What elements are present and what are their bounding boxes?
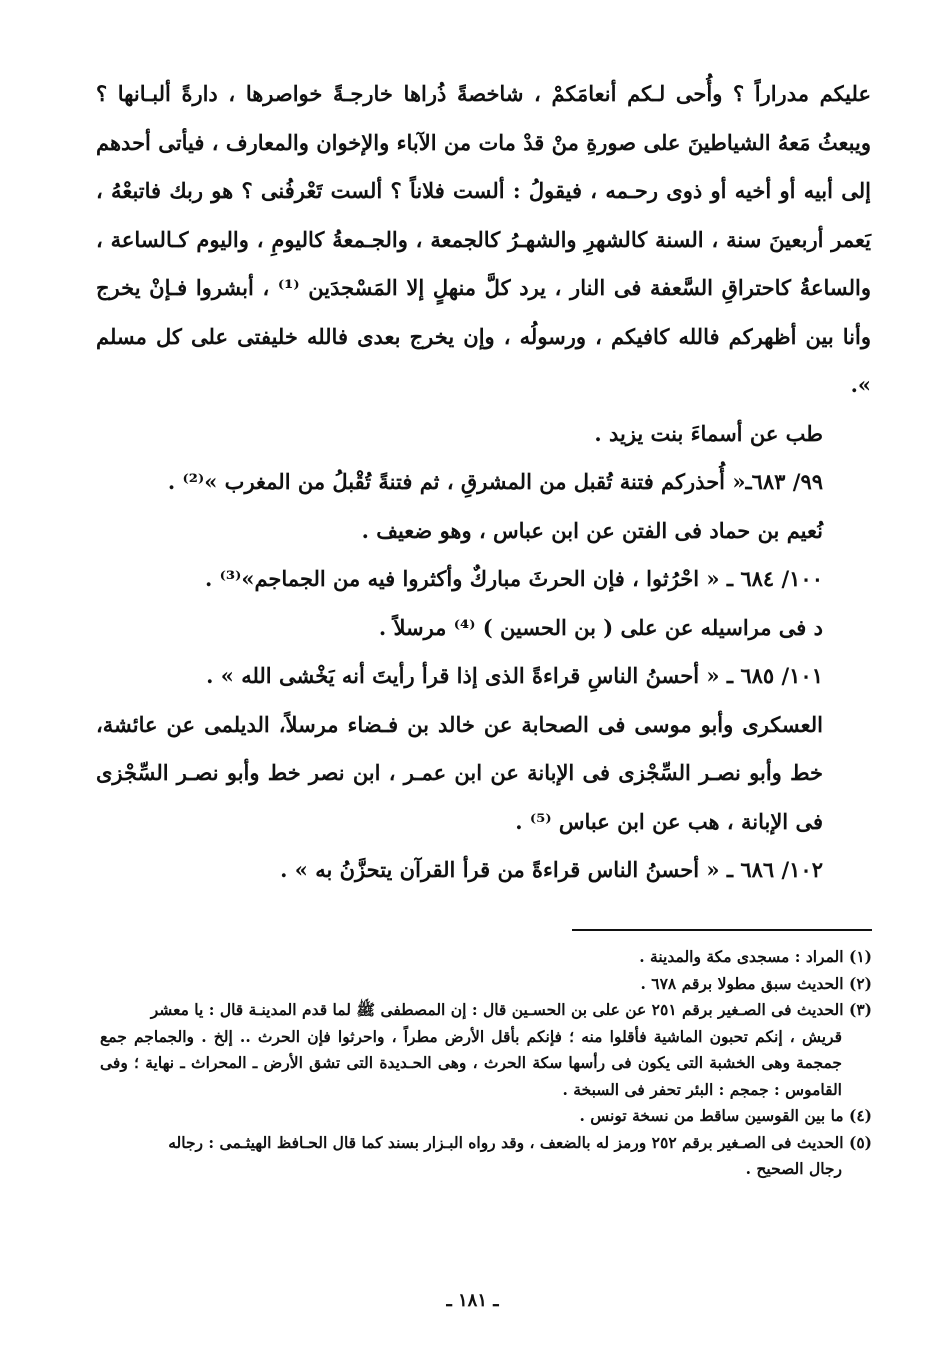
footnote-divider [572, 929, 872, 931]
hadith-101: ١٠١/ ٦٨٥ ـ « أحسنُ الناسِ قراءةً الذى إذا قرأ رأيتَ أنه يَخْشى الله » . [206, 663, 823, 688]
footnote-5-continued: رجال الصحيح . [745, 1159, 842, 1178]
footnote-4: (٤) ما بين القوسين ساقط من نسخة تونس . [579, 1106, 872, 1125]
source-line: نُعيم بن حماد فى الفتن عن ابن عباس ، وهو ضعيف . [361, 517, 823, 543]
footnote-2: (٢) الحديث سبق مطولا برقم ٦٧٨ . [640, 973, 872, 993]
source-paragraph: العسكرى وأبو موسى فى الصحابة عن خالد بن فـضاء مرسلاً، الديلمى عن عائشة، خط وأبو نصـر السِّجْزى فى الإبانة عن ابن عمـر ، ابن نصر خط وأبو نصـر السِّجْزى فى الإبانة ، هب عن ابن عباس ⁽⁵⁾ . [96, 711, 823, 834]
footnote-3: (٣) الحديث فى الصـغير برقم ٢٥١ عن على بن الحسـين قال : إن المصطفى ﷺ لما قدم المدينـة قال : يا معشر [150, 1000, 872, 1019]
source-line: طب عن أسماءَ بنت يزيد . [594, 420, 823, 446]
hadith-99: ٩٩/ ٦٨٣ـ« أُحذركم فتنة تُقبل من المشرقِ ، ثم فتنةً تُقْبلُ من المغرب »⁽²⁾ . [167, 469, 823, 494]
hadith-100: ١٠٠/ ٦٨٤ ـ « احْرُثوا ، فإن الحرثَ مباركٌ وأكثروا فيه من الجماجم»⁽³⁾ . [204, 566, 823, 591]
main-text-block [96, 70, 871, 895]
source-line: د فى مراسيله عن على ( بن الحسين ) ⁽⁴⁾ مرسلاً . [378, 614, 823, 640]
hadith-102: ١٠٢/ ٦٨٦ ـ « أحسنُ الناس قراءةً من قرأ القرآن يتحزَّنُ به » . [280, 857, 823, 882]
footnote-1: (١) المراد : مسجدى مكة والمدينة . [639, 947, 872, 966]
footnote-5: (٥) الحديث فى الصـغير برقم ٢٥٢ ورمز له بالضعف ، وقد رواه البـزار بسند كما قال الحـافظ الهيثـمى : رجاله [168, 1132, 872, 1152]
footnotes-block [100, 944, 872, 1183]
page-number: ـ ١٨١ ـ [446, 1290, 499, 1311]
hadith-text-paragraph: عليكم مدراراً ؟ وأُحى لـكم أنعامَكمْ ، شاخصةً ذُراها خارجـةً خواصرها ، دارةً ألبـانها ؟ ويبعثُ مَعهُ الشياطينَ على صورةِ منْ قدْ مات من الآباء والإخوان والمعارف ، فيأتى أحدهم إلى أبيه أو أخيه أو ذوى رحـمه ، فيقولُ : ألست فلاناً ؟ ألست تَعْرفُنى ؟ هو ربك فاتبعْهُ ، يَعمر أربعينَ سنة ، السنة كالشهرِ والشهـرُ كالجمعة ، والجـمعةُ كاليومِ ، واليوم كـالساعة ، والساعةُ كاحتراقِ السَّعفة فى النار ، يرد كلَّ منهلٍ إلا المَسْجدَين ⁽¹⁾ ، أبشروا فـإنْ يخرج وأنا بين أظهركم فالله كافيكم ، ورسولُه ، وإن يخرج بعدى فالله خليفتى على كل مسلم ». [96, 81, 871, 397]
footnote-3-continued: قريش ، إنكم تحبون الماشية فأقلوا منه ؛ فإنكم بأقل الأرض مطراً ، واحرثوا فإن الحرث .. إلخ . والجماجم جمع جمجمة وهى الخشبة التى يكون فى رأسها سكة الحرث ، وهى الحـديدة التى تشق الأرض ـ المحراث ـ نهاية ؛ وفى القاموس : جمجم : البئر تحفر فى السبخة . [100, 1026, 842, 1099]
